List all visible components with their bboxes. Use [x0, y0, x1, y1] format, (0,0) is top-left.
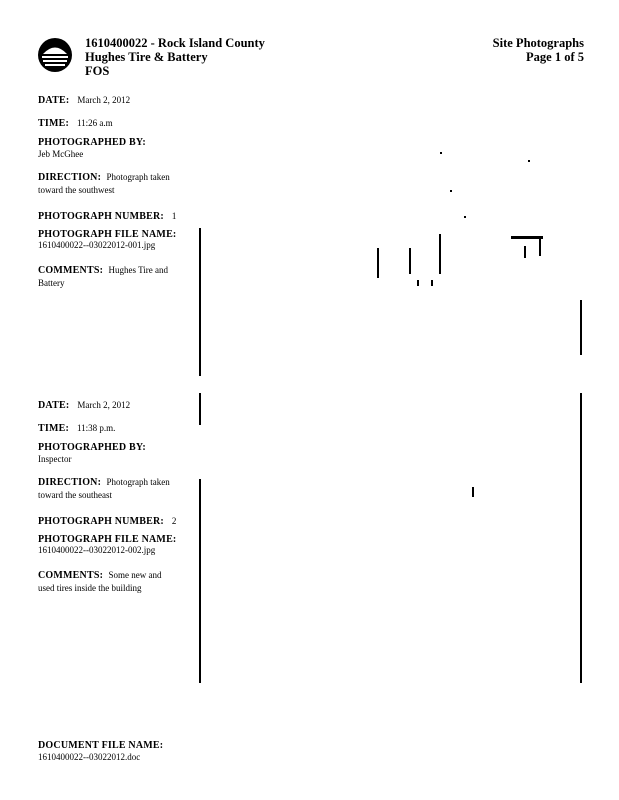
photo-number-value: 2 — [171, 516, 177, 526]
photo-number-value: 1 — [171, 211, 177, 221]
direction-value-line1: Photograph taken — [106, 477, 170, 487]
time-label: TIME: — [38, 118, 69, 129]
comments-value-line1: Hughes Tire and — [108, 265, 169, 275]
photo-number-label: PHOTOGRAPH NUMBER: — [38, 516, 164, 527]
comments-value-line1: Some new and — [108, 570, 162, 580]
time-row — [38, 418, 115, 436]
photo-number-row — [38, 206, 176, 224]
date-value: March 2, 2012 — [77, 95, 131, 105]
comments-block — [38, 569, 188, 595]
comments-value-line2: used tires inside the building — [38, 583, 142, 593]
file-name-label: PHOTOGRAPH FILE NAME: — [38, 534, 177, 545]
comments-label: COMMENTS: — [38, 265, 104, 276]
document-file-name-value: 1610400022--03022012.doc — [38, 752, 141, 762]
time-label: TIME: — [38, 423, 69, 434]
date-label: DATE: — [38, 95, 70, 106]
header-line-3: FOS — [85, 64, 110, 78]
comments-value-line2: Battery — [38, 278, 65, 288]
date-label: DATE: — [38, 400, 70, 411]
file-name-value: 1610400022--03022012-002.jpg — [38, 545, 156, 555]
agency-logo — [37, 37, 73, 73]
time-value: 11:26 a.m — [77, 118, 113, 128]
comments-block — [38, 264, 188, 290]
comments-label: COMMENTS: — [38, 570, 104, 581]
direction-value-line2: toward the southeast — [38, 490, 112, 500]
photographed-by-label: PHOTOGRAPHED BY: — [38, 137, 146, 148]
header-line-1: 1610400022 - Rock Island County — [85, 36, 265, 50]
direction-block — [38, 476, 188, 502]
date-row — [38, 90, 130, 108]
direction-block — [38, 171, 188, 197]
photographer-value: Inspector — [38, 454, 72, 464]
header-right-title: Site Photographs — [492, 36, 584, 50]
date-value: March 2, 2012 — [77, 400, 131, 410]
photo-2-frame — [199, 393, 584, 683]
direction-value-line2: toward the southwest — [38, 185, 115, 195]
date-row — [38, 395, 130, 413]
photo-number-row — [38, 511, 176, 529]
time-row — [38, 113, 113, 131]
photographed-by-label: PHOTOGRAPHED BY: — [38, 442, 146, 453]
direction-label: DIRECTION: — [38, 477, 102, 488]
file-name-value: 1610400022--03022012-001.jpg — [38, 240, 156, 250]
document-file-name-label: DOCUMENT FILE NAME: — [38, 740, 164, 751]
photographer-value: Jeb McGhee — [38, 149, 84, 159]
direction-label: DIRECTION: — [38, 172, 102, 183]
time-value: 11:38 p.m. — [77, 423, 116, 433]
logo-icon — [37, 37, 73, 73]
direction-value-line1: Photograph taken — [106, 172, 170, 182]
photo-number-label: PHOTOGRAPH NUMBER: — [38, 211, 164, 222]
photo-1-frame — [199, 228, 584, 376]
page-indicator: Page 1 of 5 — [526, 50, 584, 64]
file-name-label: PHOTOGRAPH FILE NAME: — [38, 229, 177, 240]
header-line-2: Hughes Tire & Battery — [85, 50, 208, 64]
